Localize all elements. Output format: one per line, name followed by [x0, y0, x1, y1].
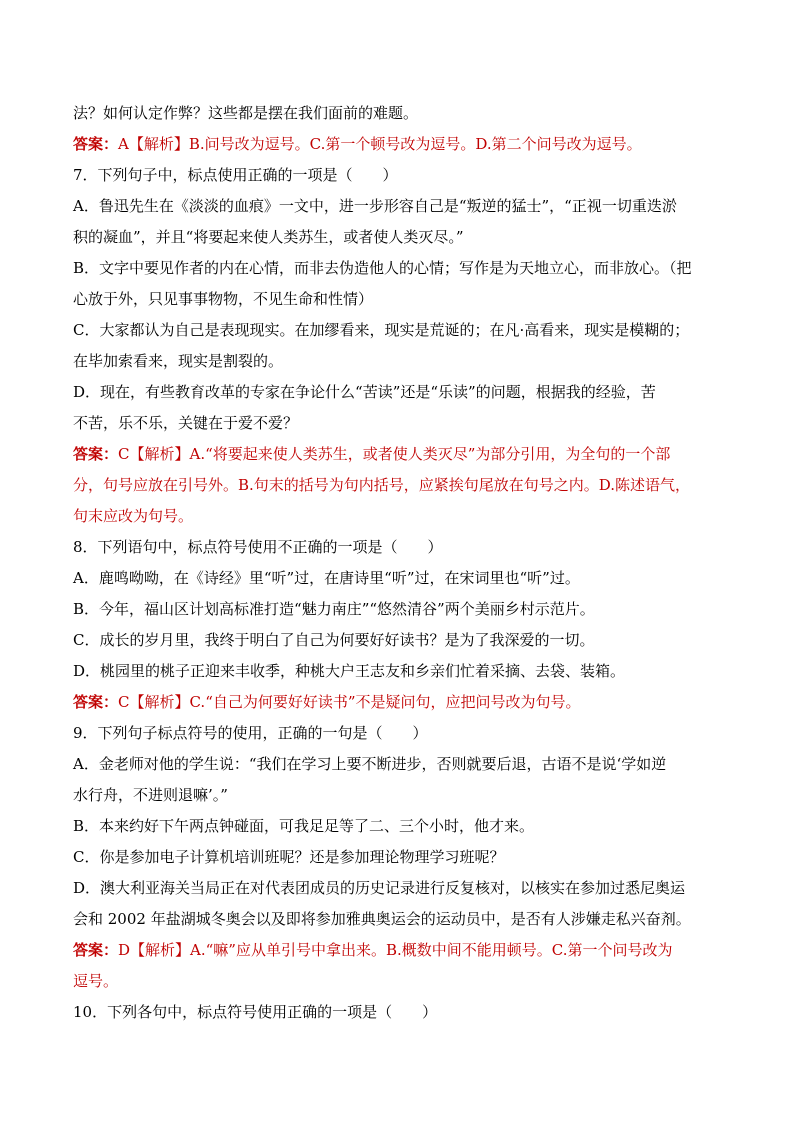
- answer-label: 答案：: [73, 445, 119, 463]
- option-line: 水行舟，不进则退嘛’。”: [73, 786, 228, 804]
- option-line: C．你是参加电子计算机培训班呢？还是参加理论物理学习班呢？: [73, 848, 505, 866]
- option-line: A．鹿鸣呦呦，在《诗经》里“听”过，在唐诗里“听”过，在宋词里也“听”过。: [73, 569, 580, 587]
- answer-line: [73, 687, 728, 718]
- answer-line: [73, 439, 728, 470]
- answer-label: 答案：: [73, 135, 119, 153]
- answer-label: 答案：: [73, 693, 119, 711]
- option-line: B．今年，福山区计划高标准打造“魅力南庄”“悠然清谷”两个美丽乡村示范片。: [73, 600, 595, 618]
- option-line: D．现在，有些教育改革的专家在争论什么“苦读”还是“乐读”的问题，根据我的经验，苦: [73, 383, 656, 401]
- answer-line: [73, 935, 728, 966]
- option-line: 心放于外，只见事事物物，不见生命和性情）: [73, 290, 374, 308]
- question-stem: 9．下列句子标点符号的使用，正确的一句是（ ）: [73, 724, 428, 742]
- document-page: [73, 98, 728, 1028]
- answer-text: D【解析】A.“嘛”应从单引号中拿出来。B.概数中间不能用顿号。C.第一个问号改为: [118, 941, 673, 959]
- question-stem: 10．下列各句中，标点符号使用正确的一项是（ ）: [73, 1003, 438, 1021]
- answer-text: A【解析】B.问号改为逗号。C.第一个顿号改为逗号。D.第二个问号改为逗号。: [118, 135, 642, 153]
- answer-line: 分，句号应放在引号外。B.句末的括号为句内括号，应紧挨句尾放在句号之内。D.陈述语气，: [73, 476, 691, 494]
- option-line: A．鲁迅先生在《淡淡的血痕》一文中，进一步形容自己是“叛逆的猛士”，“正视一切重迭淤: [73, 197, 677, 215]
- answer-text: C【解析】A.“将要起来使人类苏生，或者使人类灭尽”为部分引用，为全句的一个部: [118, 445, 671, 463]
- option-line: B．本来约好下午两点钟碰面，可我足足等了二、三个小时，他才来。: [73, 817, 535, 835]
- answer-text: C【解析】C.“自己为何要好好读书”不是疑问句，应把问号改为句号。: [118, 693, 581, 711]
- option-line: 在毕加索看来，现实是割裂的。: [73, 352, 284, 370]
- option-line: B．文字中要见作者的内在心情，而非去伪造他人的心情；写作是为天地立心，而非放心。（把: [73, 259, 692, 277]
- option-line: D．桃园里的桃子正迎来丰收季，种桃大户王志友和乡亲们忙着采摘、去袋、装箱。: [73, 662, 626, 680]
- text-line: 法？如何认定作弊？这些都是摆在我们面前的难题。: [73, 104, 419, 122]
- option-line: 会和 2002 年盐湖城冬奥会以及即将参加雅典奥运会的运动员中，是否有人涉嫌走私兴奋剂。: [73, 910, 691, 928]
- option-line: 积的凝血”，并且“将要起来使人类苏生，或者使人类灭尽。”: [73, 228, 464, 246]
- question-stem: 7．下列句子中，标点使用正确的一项是（ ）: [73, 166, 398, 184]
- option-line: C．大家都认为自己是表现现实。在加缪看来，现实是荒诞的；在凡·高看来，现实是模糊的；: [73, 321, 690, 339]
- answer-line: 句末应改为句号。: [73, 507, 194, 525]
- answer-line: 逗号。: [73, 972, 119, 990]
- option-line: A．金老师对他的学生说：“我们在学习上要不断进步，否则就要后退，古语不是说‘学如逆: [73, 755, 667, 773]
- option-line: D．澳大利亚海关当局正在对代表团成员的历史记录进行反复核对，以核实在参加过悉尼奥运: [73, 879, 686, 897]
- option-line: 不苦，乐不乐，关键在于爱不爱？: [73, 414, 299, 432]
- answer-label: 答案：: [73, 941, 119, 959]
- question-stem: 8．下列语句中，标点符号使用不正确的一项是（ ）: [73, 538, 443, 556]
- answer-line: [73, 129, 728, 160]
- option-line: C．成长的岁月里，我终于明白了自己为何要好好读书？是为了我深爱的一切。: [73, 631, 595, 649]
